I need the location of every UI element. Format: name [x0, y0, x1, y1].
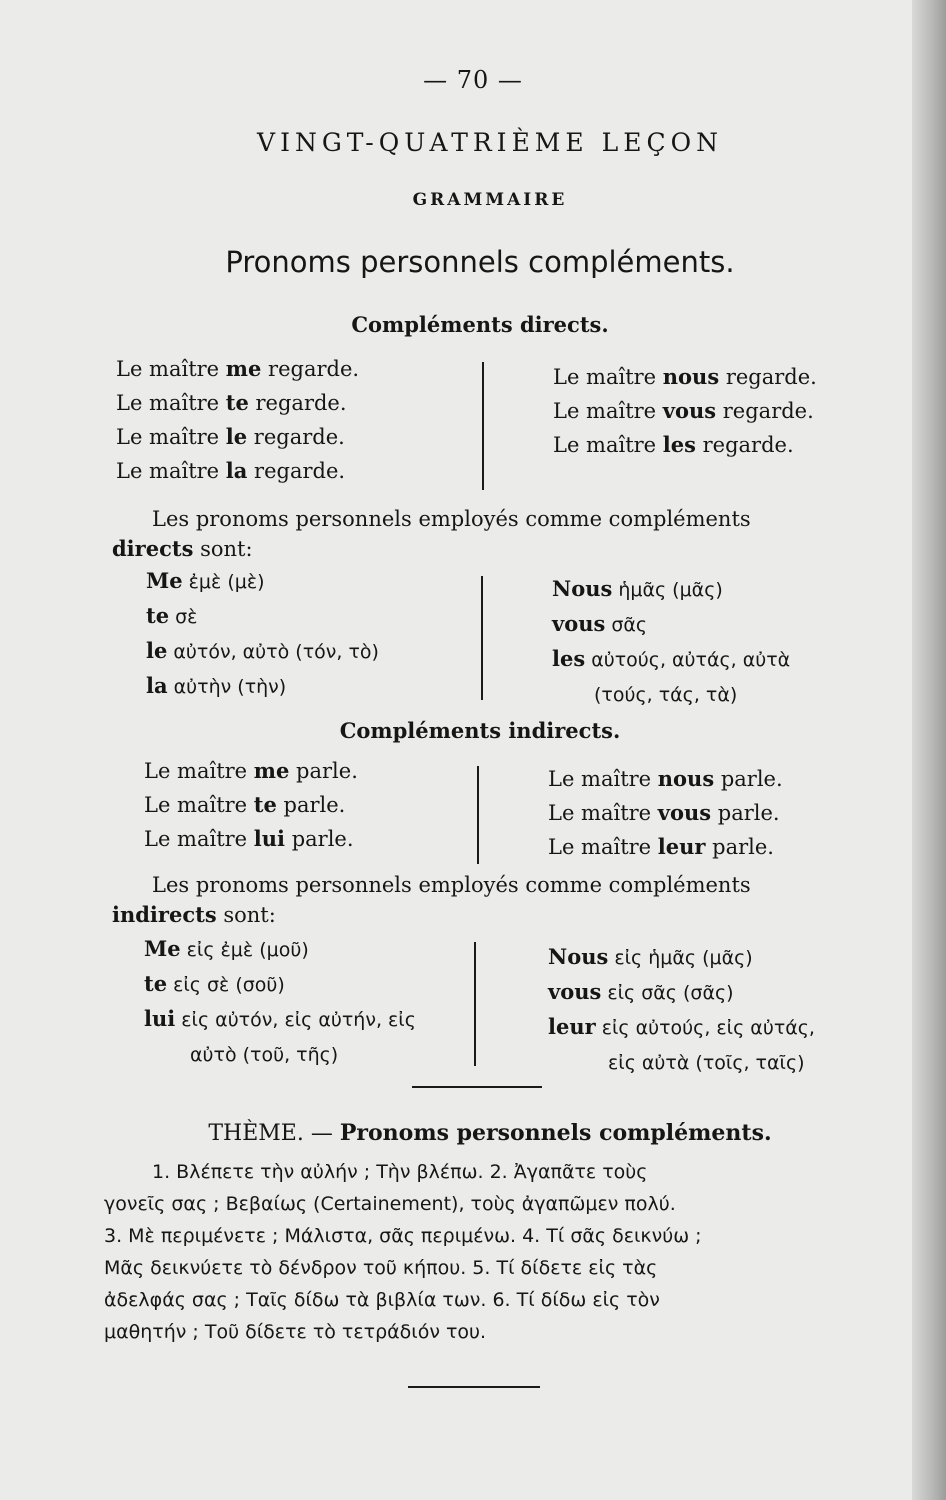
- example-line: Le maître les regarde.: [553, 432, 794, 457]
- direct-summary: Les pronoms personnels employés comme compléments directs sont:: [112, 507, 751, 561]
- page-number: — 70 —: [423, 66, 523, 94]
- pronoun-line: (τούς, τάς, τὰ): [594, 684, 738, 706]
- pronoun-line: Me εἰς ἐμὲ (μοῦ): [144, 936, 309, 961]
- example-line: Le maître vous parle.: [548, 800, 780, 825]
- pronoun-line: lui εἰς αὐτόν, εἰς αὐτήν, εἰς: [144, 1006, 416, 1031]
- pronoun-line: Nous ἡμᾶς (μᾶς): [552, 576, 723, 601]
- indirect-summary: Les pronoms personnels employés comme compléments indirects sont:: [112, 873, 751, 927]
- theme-title: THÈME. — Pronoms personnels compléments.: [208, 1120, 772, 1146]
- theme-exercise: [104, 1156, 848, 1348]
- pronoun-line: le αὐτόν, αὐτὸ (τόν, τὸ): [146, 638, 379, 663]
- example-line: Le maître vous regarde.: [553, 398, 814, 423]
- example-line: Le maître la regarde.: [116, 458, 346, 483]
- pronoun-line: la αὐτὴν (τὴν): [146, 673, 287, 698]
- example-line: Le maître me parle.: [144, 758, 358, 783]
- example-line: Le maître lui parle.: [144, 826, 354, 851]
- column-divider: [477, 766, 479, 864]
- direct-heading: Compléments directs.: [351, 312, 609, 337]
- exercise-line: 1. Βλέπετε τὴν αὐλήν ; Τὴν βλέπω. 2. Ἀγαπᾶτε τοὺς: [152, 1161, 648, 1183]
- exercise-line: Μᾶς δεικνύετε τὸ δένδρον τοῦ κήπου. 5. Τί δίδετε εἰς τὰς: [104, 1257, 658, 1279]
- exercise-line: γονεῖς σας ; Βεβαίως (Certainement), τοὺς ἀγαπῶμεν πολύ.: [104, 1193, 676, 1215]
- direct-pronouns-left: [146, 564, 379, 704]
- column-divider: [481, 576, 483, 700]
- indirect-examples-left: [144, 754, 358, 856]
- pronoun-line: vous σᾶς: [552, 611, 648, 636]
- pronoun-line: te εἰς σὲ (σοῦ): [144, 971, 285, 996]
- pronoun-line: leur εἰς αὐτούς, εἰς αὐτάς,: [548, 1014, 815, 1039]
- pronoun-line: les αὐτούς, αὐτάς, αὐτὰ: [552, 646, 791, 671]
- example-line: Le maître nous parle.: [548, 766, 783, 791]
- exercise-line: μαθητήν ; Τοῦ δίδετε τὸ τετράδιόν του.: [104, 1321, 487, 1343]
- direct-examples-left: [116, 352, 359, 488]
- direct-pronouns-right: [552, 572, 790, 712]
- example-line: Le maître te regarde.: [116, 390, 347, 415]
- main-title: Pronoms personnels compléments.: [225, 245, 735, 279]
- example-line: Le maître nous regarde.: [553, 364, 817, 389]
- example-line: Le maître me regarde.: [116, 356, 360, 381]
- direct-examples-right: [553, 360, 817, 462]
- exercise-line: ἀδελφάς σας ; Ταῖς δίδω τὰ βιβλία των. 6. Τί δίδω εἰς τὸν: [104, 1289, 660, 1311]
- section-separator: [412, 1086, 542, 1088]
- column-divider: [474, 942, 476, 1066]
- example-line: Le maître leur parle.: [548, 834, 774, 859]
- end-separator: [408, 1386, 540, 1388]
- lesson-title: VINGT-QUATRIÈME LEÇON: [257, 128, 723, 157]
- pronoun-line: εἰς αὐτὰ (τοῖς, ταῖς): [608, 1052, 805, 1074]
- pronoun-line: αὐτὸ (τοῦ, τῆς): [190, 1044, 339, 1066]
- page-edge-shadow: [912, 0, 946, 1500]
- indirect-heading: Compléments indirects.: [339, 718, 621, 743]
- pronoun-line: Nous εἰς ἡμᾶς (μᾶς): [548, 944, 753, 969]
- pronoun-line: vous εἰς σᾶς (σᾶς): [548, 979, 734, 1004]
- example-line: Le maître te parle.: [144, 792, 346, 817]
- section-label: GRAMMAIRE: [412, 190, 568, 210]
- indirect-examples-right: [548, 762, 783, 864]
- indirect-pronouns-right: [548, 940, 815, 1080]
- exercise-line: 3. Μὲ περιμένετε ; Μάλιστα, σᾶς περιμένω. 4. Τί σᾶς δεικνύω ;: [104, 1225, 702, 1247]
- column-divider: [482, 362, 484, 490]
- example-line: Le maître le regarde.: [116, 424, 345, 449]
- pronoun-line: te σὲ: [146, 603, 198, 628]
- indirect-pronouns-left: [144, 932, 416, 1072]
- pronoun-line: Me ἐμὲ (μὲ): [146, 568, 265, 593]
